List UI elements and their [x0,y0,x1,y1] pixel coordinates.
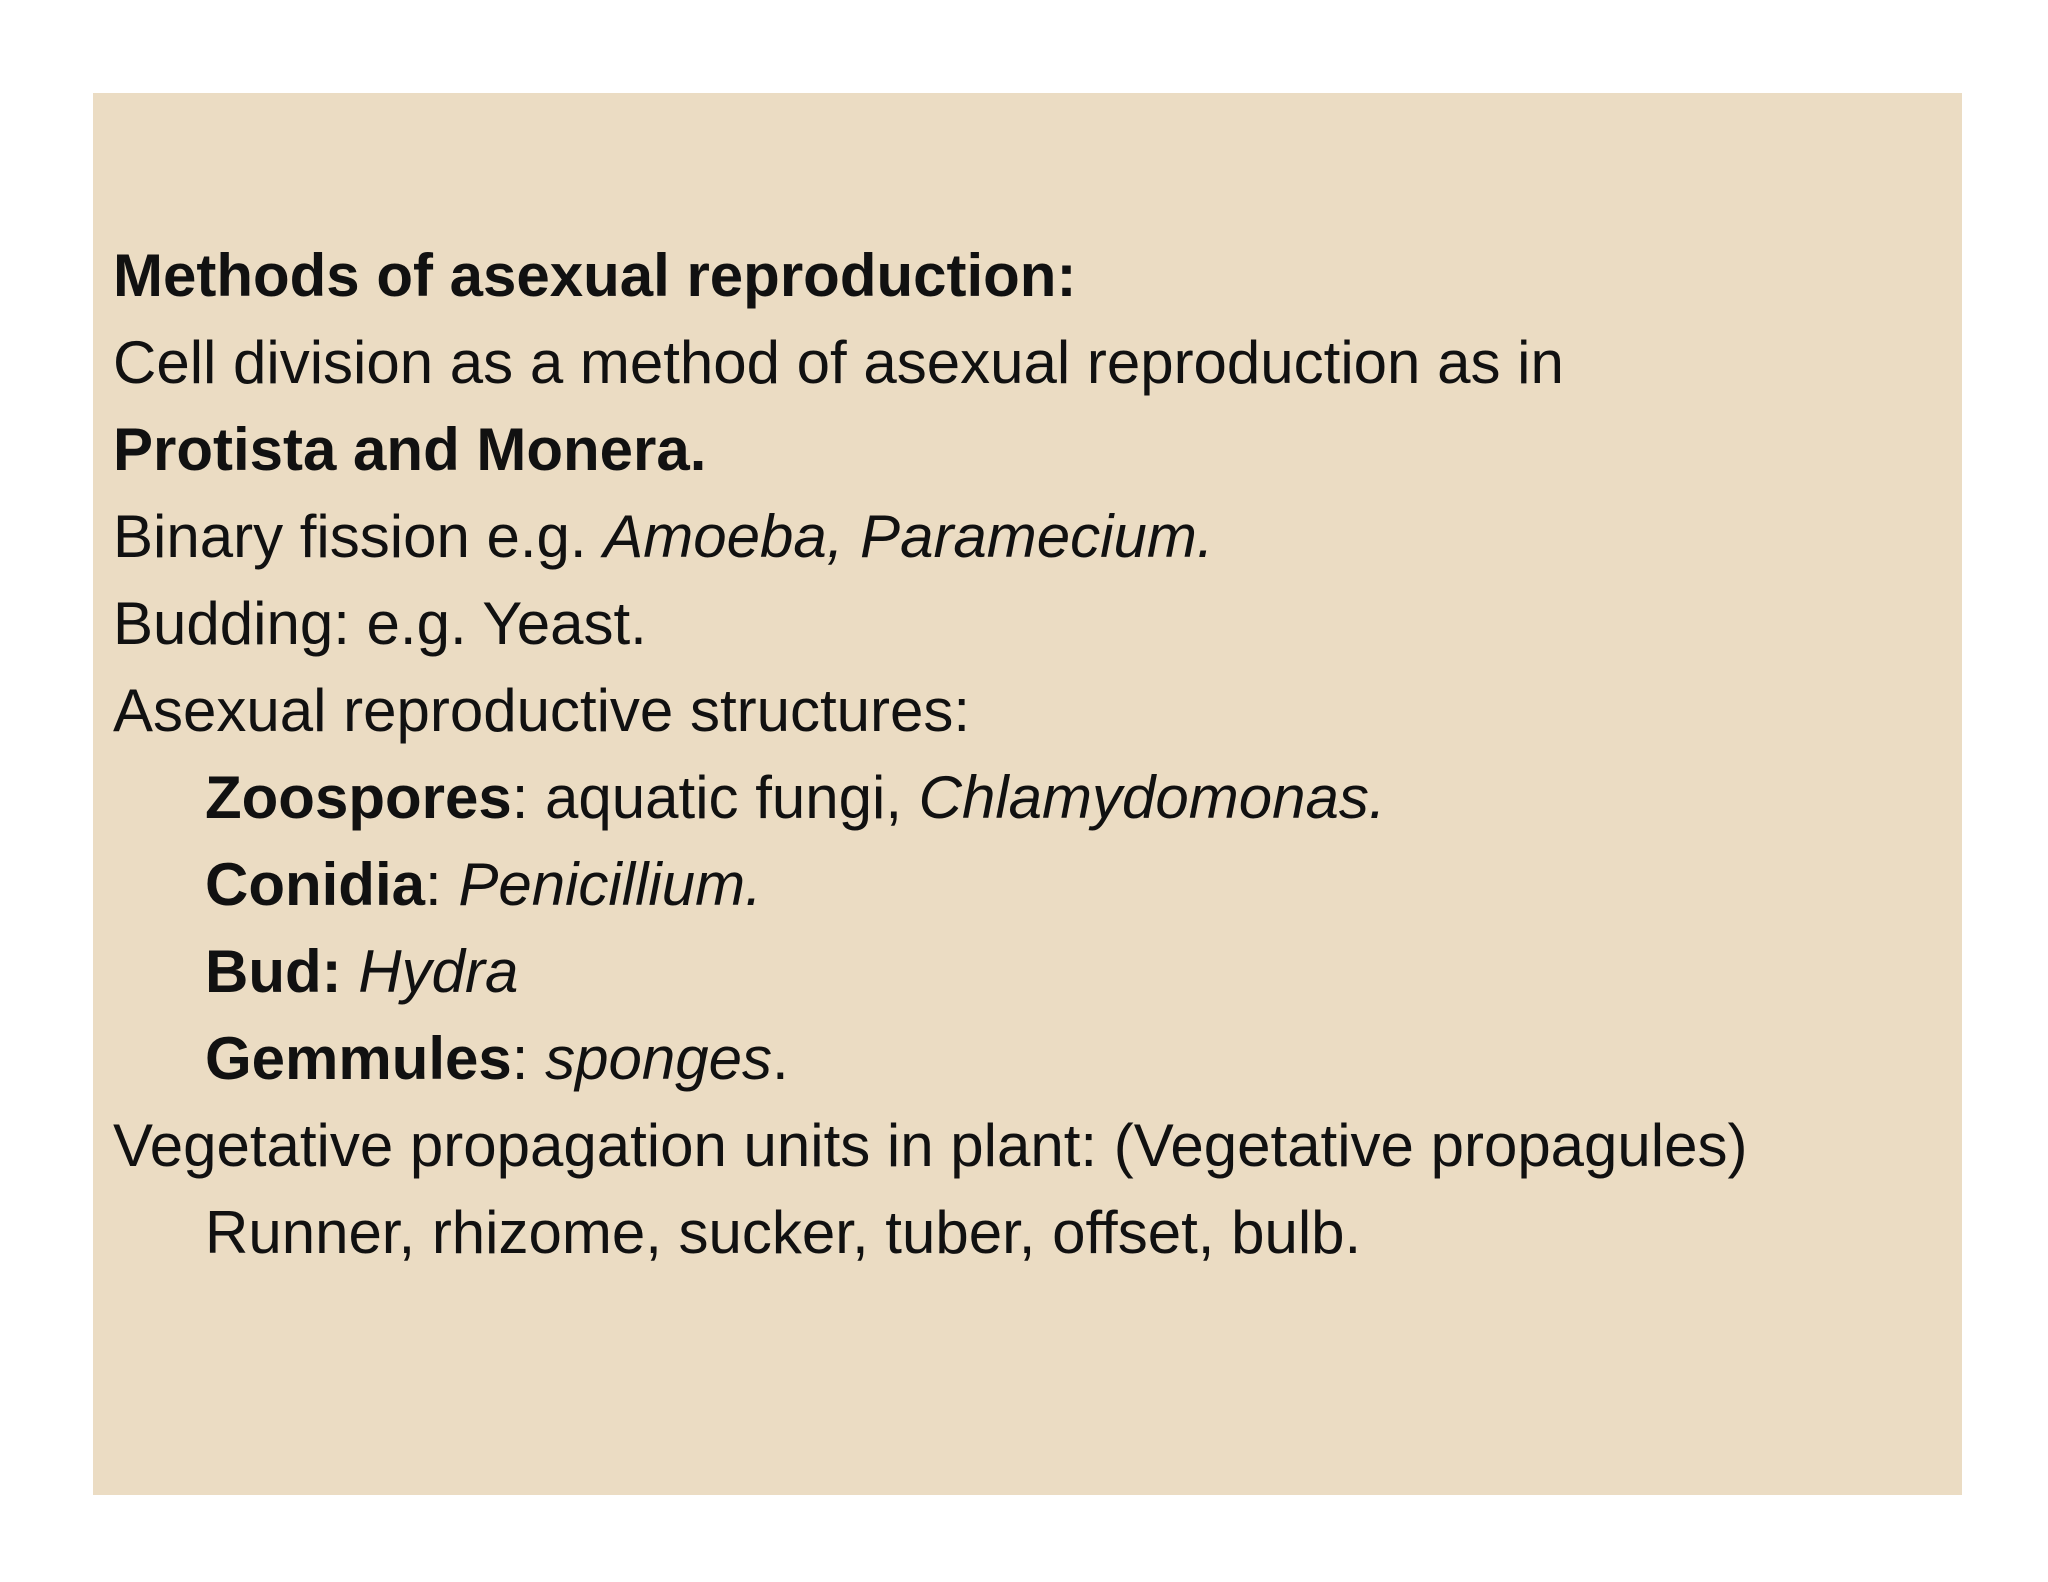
structures-heading: Asexual reproductive structures: [113,677,971,744]
structure-tail: . [772,1025,789,1092]
structure-sep: : [425,851,459,918]
budding-line: Budding: e.g. Yeast. [113,590,647,657]
structure-item-gemmules [113,1015,2013,1102]
structure-sep [342,938,359,1005]
structure-term: Conidia [205,851,425,918]
structure-item-conidia [113,841,2013,928]
structure-item-zoospores [113,754,2013,841]
structure-example: Penicillium. [458,851,762,918]
cell-division-groups: Protista and Monera. [113,416,707,483]
slide-heading: Methods of asexual reproduction: [113,242,1077,309]
structure-item-bud [113,928,2013,1015]
structure-term: Zoospores [205,764,512,831]
structure-term: Gemmules [205,1025,512,1092]
structure-example: Hydra [358,938,519,1005]
structure-sep: : [511,1025,546,1092]
slide-text-body [113,232,2013,1276]
structure-term: Bud: [205,938,342,1005]
structure-example: Chlamydomonas. [918,764,1386,831]
binary-fission-label: Binary fission e.g. [113,503,604,570]
structure-sep: : aquatic fungi, [511,764,919,831]
binary-fission-examples: Amoeba, Paramecium. [603,503,1214,570]
vegetative-heading: Vegetative propagation units in plant: (Vegetative propagules) [113,1112,1748,1179]
cell-division-line: Cell division as a method of asexual reproduction as in [113,329,1564,396]
vegetative-units: Runner, rhizome, sucker, tuber, offset, bulb. [205,1199,1362,1266]
binary-fission-line [113,493,2013,580]
structure-example: sponges [545,1025,772,1092]
